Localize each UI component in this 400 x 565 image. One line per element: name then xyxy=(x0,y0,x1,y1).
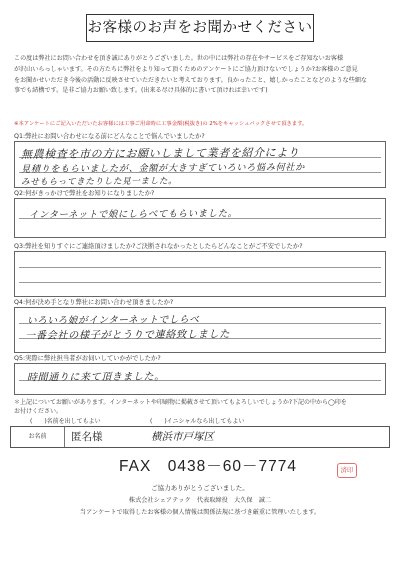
name-row xyxy=(10,426,390,448)
question-1-answer-line: 無農検査を市の方にお願いしまして業者を紹介により xyxy=(20,146,300,161)
permission-option-full-name[interactable]: ( )名前を出してもよい xyxy=(30,418,101,425)
question-2-answer-line: インターネットで娘にしらべてもらいました。 xyxy=(28,208,238,221)
intro-line: この度は弊社にお問い合わせを頂き誠にありがとうございました。世の中には弊社の存在やサービスをご存知ないお客様 xyxy=(14,55,344,62)
question-4-answer-line: いろいろ娘がインターネットでしらべ xyxy=(26,314,200,327)
question-2-answer-box[interactable] xyxy=(14,198,386,238)
permission-text-continued: お付けください。 xyxy=(14,408,63,415)
question-2-label: Q2:何がきっかけで弊社をお知りになりましたか? xyxy=(14,190,155,197)
cashback-notice: ※本アンケートにご記入いただいたお客様には工事ご用命時に工事金額(税抜き)の 2%をキャッシュバックさせて頂きます。 xyxy=(14,121,308,127)
intro-line: 事でも結構です。是非ご協力お願い致します。(出来る尽け具体的に書いて頂ければ幸いです) xyxy=(14,87,268,95)
question-1-answer-line: 見積りをもらいましたが、金額が大きすぎていろいろ悩み何社か xyxy=(20,162,305,175)
page-title: お客様のお声をお聞かせください xyxy=(86,14,314,42)
question-4-label: Q4:何が決め手となり弊社にお問い合わせ頂きましたか? xyxy=(14,299,174,306)
intro-text xyxy=(14,54,386,97)
intro-line: が沢山いらっしゃいます。その方たちに弊社をより知って頂くためのアンケートにご協力頂けないでしょうか?お客様のご意見 xyxy=(14,65,358,73)
question-5-answer-line: 時間通りに来て頂きました。 xyxy=(26,371,165,384)
question-5-label: Q5:実際に弊社担当者がお伺いしていかがでしたか? xyxy=(14,355,161,362)
answer-rule xyxy=(19,267,381,268)
privacy-note: 当アンケートで取得したお客様の個人情報は関係法規に基づき厳重に管理いたします。 xyxy=(79,509,321,516)
thanks-text: ご協力ありがとうございました。 xyxy=(151,484,249,492)
intro-line: をお聞かせいただき今後の活動に反映させていただきたいと考えております。良かったこと、嬉しかったことなどのような些細な xyxy=(14,76,367,84)
question-5-answer-box[interactable] xyxy=(14,363,386,395)
question-1-answer-box[interactable] xyxy=(14,141,386,188)
customer-name: 匿名様 xyxy=(71,431,103,443)
answer-rule xyxy=(19,282,381,283)
fax-number: FAX 0438－60－7774 xyxy=(119,458,297,475)
question-3-label: Q3:弊社を知りすぐにご連絡頂けましたか?ご決断されなかったとしたらどんなことがご不安でしたか? xyxy=(14,243,303,250)
question-1-answer-line: みせもらってきたりした見一ました。 xyxy=(20,176,178,188)
question-3-answer-box[interactable] xyxy=(14,251,386,297)
name-label: お名前 xyxy=(11,427,65,447)
question-4-answer-line: 一番会社の様子がとうりで連絡致しました xyxy=(24,329,231,342)
question-4-answer-box[interactable] xyxy=(14,307,386,353)
question-1-label: Q1:弊社にお問い合わせになる前にどんなことで悩んでいましたか? xyxy=(14,133,205,140)
customer-address: 横浜市戸塚区 xyxy=(151,431,214,443)
permission-text: ＊上記についてお願いがあります。インターネットや印刷物に掲載させて頂いてもよろしいでしょうか?下記の中から◯印を xyxy=(14,399,347,406)
processed-stamp: 済印 xyxy=(337,463,357,478)
permission-option-initials[interactable]: ( )イニシャルなら出してもよい xyxy=(150,418,245,425)
company-line: 株式会社シェアテック 代表取締役 大久保 誠二 xyxy=(128,497,272,504)
